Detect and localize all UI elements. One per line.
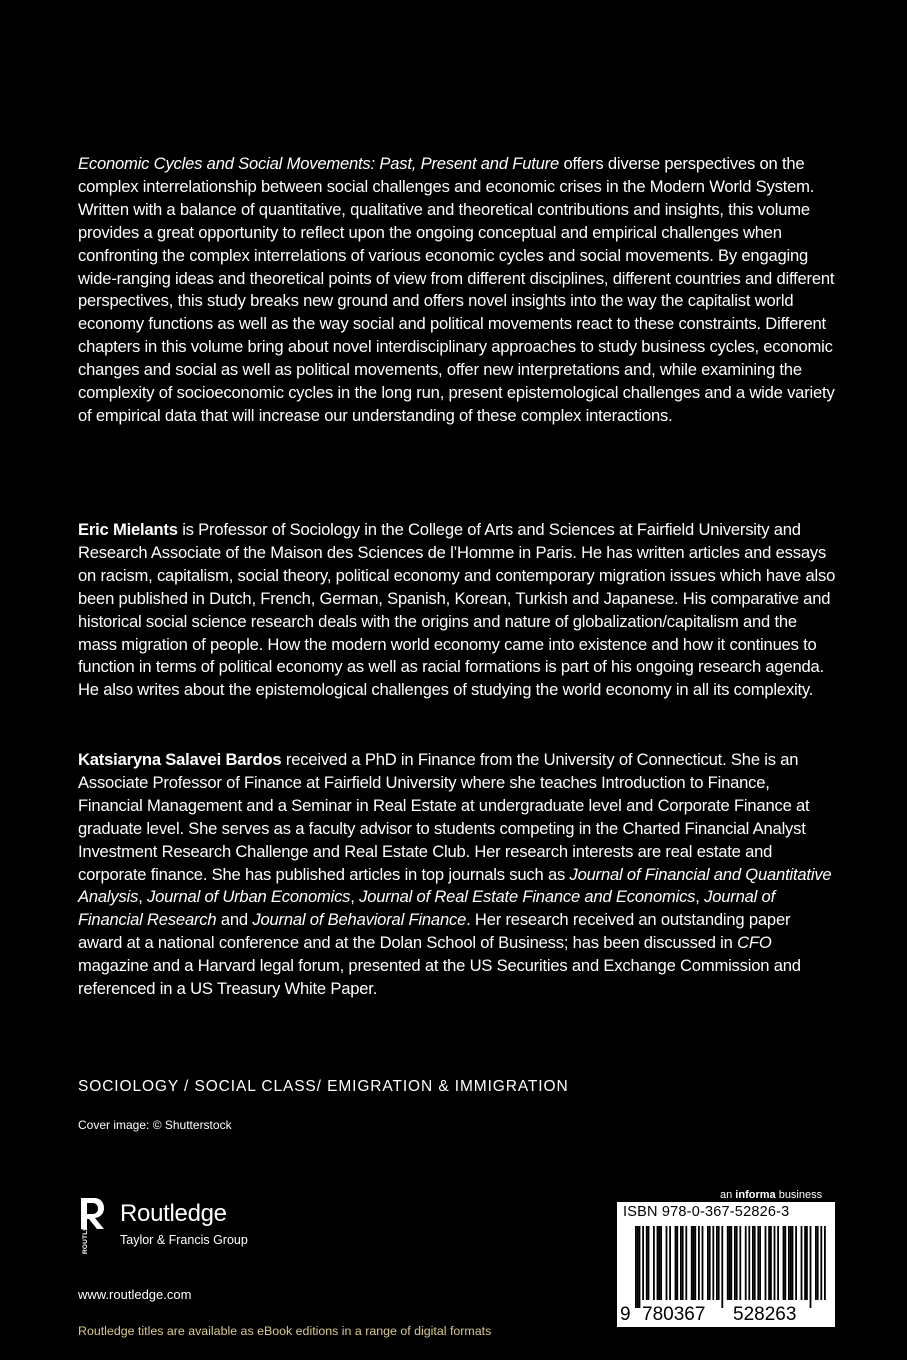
barcode-bar	[784, 1226, 786, 1300]
barcode-bar	[680, 1226, 682, 1300]
book-description	[78, 153, 838, 428]
barcode-bar	[739, 1226, 741, 1300]
barcode-bar	[795, 1226, 797, 1300]
barcode-bar	[698, 1226, 700, 1300]
cover-image-credit: Cover image: © Shutterstock	[78, 1118, 232, 1132]
publisher-name: Routledge	[120, 1200, 227, 1227]
barcode-bar	[685, 1226, 687, 1300]
author-bio-bardos	[78, 749, 838, 1001]
description-text: offers diverse perspectives on the complex interrelationship between social challenges and economic crises in the Modern World System. Written with a balance of quantitative, qualitative and theoretical contributions and insights, this volume provides a great opportunity to reflect upon the ongoing conceptual and empirical challenges when confronting the complex interrelations of various economic cycles and social movements. By engaging wide-ranging ideas and theoretical points of view from different disciplines, different countries and different perspectives, this study breaks new ground and offers novel insights into the way the capitalist world economy functions as well as the way social and political movements react to these constraints. Different chapters in this volume bring about novel interdisciplinary approaches to study business cycles, economic changes and social as well as political movements, offer new interpretations and, while examining the complexity of socioeconomic cycles in the long run, present epistemological challenges and a wide variety of empirical data that will increase our understanding of these complex interactions.	[78, 154, 835, 425]
barcode-bar	[639, 1226, 641, 1308]
author-name: Katsiaryna Salavei Bardos	[78, 750, 282, 769]
separator: ,	[350, 887, 360, 907]
isbn-barcode	[617, 1202, 835, 1327]
barcode-bar	[676, 1226, 678, 1300]
barcode-bar	[783, 1226, 785, 1300]
barcode-bar	[716, 1226, 718, 1300]
journal-title: Journal of Behavioral Finance	[252, 910, 467, 930]
author-bio-mielants	[78, 519, 838, 702]
barcode-bar	[727, 1226, 729, 1300]
barcode-bar	[806, 1226, 808, 1300]
barcode-bar	[646, 1226, 648, 1300]
barcode-bar	[788, 1226, 790, 1300]
logo-vertical-text: ROUTLEDGE	[82, 1211, 89, 1254]
barcode-bar	[765, 1226, 767, 1300]
informa-tagline: an informa business	[720, 1189, 823, 1201]
barcode-bar	[810, 1226, 812, 1308]
journal-title: Journal of Financial and Quantitative Analysis	[78, 864, 832, 907]
separator: and	[216, 910, 253, 930]
barcode-bar	[745, 1226, 747, 1300]
magazine-title: CFO	[737, 933, 772, 953]
bio-text: is Professor of Sociology in the College of Arts and Sciences at Fairfield University and Research Associate of the Maison des Sciences de l’Homme in Paris. He has written articles and essays on racism, capitalism, social theory, political economy and contemporary migration issues which have also been published in Dutch, French, German, Spanish, Korean, Turkish and Japanese. His comparative and historical social science research deals with the origins and nature of globalization/capitalism and the mass migration of people. How the modern world economy came into existence and how it continues to function in terms of political economy as well as racial formations is part of his ongoing research agenda. He also writes about the epistemological challenges of studying the world economy in all its complexity.	[78, 520, 836, 700]
barcode-bar	[712, 1226, 714, 1300]
barcode-bar	[792, 1226, 794, 1300]
isbn-label: ISBN 978-0-367-52826-3	[623, 1204, 790, 1220]
separator: ,	[695, 887, 705, 907]
barcode-bar	[790, 1226, 792, 1300]
barcode-bar	[702, 1226, 704, 1300]
barcode-bar	[721, 1226, 723, 1308]
publisher-website: www.routledge.com	[78, 1287, 192, 1302]
barcode-bar	[675, 1226, 677, 1300]
barcode-bar	[682, 1226, 684, 1300]
barcode-bar	[768, 1226, 770, 1300]
barcode-bars	[617, 1222, 835, 1310]
publisher-group: Taylor & Francis Group	[120, 1233, 248, 1247]
journal-title: Journal of Urban Economics	[147, 887, 351, 907]
barcode-bar	[642, 1226, 644, 1300]
barcode-bar	[658, 1226, 660, 1300]
bio-text: magazine and a Harvard legal forum, presented at the US Securities and Exchange Commission and referenced in a US Treasury White Paper.	[78, 956, 801, 999]
barcode-bar	[637, 1226, 639, 1308]
barcode-bar	[770, 1226, 772, 1300]
barcode-bar	[759, 1226, 761, 1300]
barcode-bar	[694, 1226, 696, 1300]
ebook-note: Routledge titles are available as eBook editions in a range of digital formats	[78, 1324, 492, 1338]
informa-brand: informa	[735, 1189, 776, 1201]
barcode-lead-digit: 9	[620, 1304, 631, 1325]
barcode-bar	[774, 1226, 776, 1300]
barcode-bar	[752, 1226, 754, 1300]
barcode-bar	[729, 1226, 731, 1300]
barcode-bar	[730, 1226, 732, 1300]
bio-text: received a PhD in Finance from the University of Connecticut. She is an Associate Professor of Finance at Fairfield University where she teaches Introduction to Finance, Financial Management and a Seminar in Real Estate at undergraduate level and Corporate Finance at graduate level. She serves as a faculty advisor to students competing in the Charted Financial Analyst Investment Research Challenge and Real Estate Club. Her research interests are real estate and corporate finance. She has published articles in top journals such as	[78, 750, 810, 884]
barcode-bar	[777, 1226, 779, 1300]
barcode-bar	[748, 1226, 750, 1300]
journal-title: Journal of Financial Research	[78, 887, 775, 930]
barcode-bar	[691, 1226, 693, 1300]
barcode-bar	[666, 1226, 668, 1300]
barcode-bar	[653, 1226, 655, 1300]
separator: ,	[138, 887, 148, 907]
barcode-bar	[757, 1226, 759, 1300]
barcode-bar	[736, 1226, 738, 1300]
book-title-italic: Economic Cycles and Social Movements: Past, Present and Future	[78, 154, 560, 173]
journal-title: Journal of Real Estate Finance and Economics	[359, 887, 696, 907]
author-name: Eric Mielants	[78, 520, 178, 539]
barcode-bar	[669, 1226, 671, 1300]
bio-text: . Her research received an outstanding paper award at a national conference and at the Dolan School of Business; has been discussed in	[78, 910, 791, 953]
barcode-bar	[734, 1226, 736, 1300]
subject-category: SOCIOLOGY / SOCIAL CLASS/ EMIGRATION & IMMIGRATION	[78, 1078, 569, 1095]
barcode-bar	[635, 1226, 637, 1308]
barcode-bar	[709, 1226, 711, 1300]
barcode-bar	[754, 1226, 756, 1300]
barcode-bar	[693, 1226, 695, 1300]
barcode-bar	[804, 1226, 806, 1300]
barcode-bar	[660, 1226, 662, 1300]
barcode-bar	[801, 1226, 803, 1300]
barcode-bar	[817, 1226, 819, 1300]
barcode-bar	[815, 1226, 817, 1300]
barcode-bar	[648, 1226, 650, 1300]
barcode-bar	[707, 1226, 709, 1300]
publisher-logo	[78, 1196, 268, 1256]
barcode-bar	[657, 1226, 659, 1300]
barcode-digits-left: 780367	[642, 1304, 706, 1325]
barcode-digits-right: 528263	[733, 1304, 797, 1325]
barcode-bar	[718, 1226, 720, 1300]
barcode-bar	[824, 1226, 826, 1300]
routledge-r-icon	[78, 1196, 106, 1256]
barcode-bar	[820, 1226, 822, 1300]
